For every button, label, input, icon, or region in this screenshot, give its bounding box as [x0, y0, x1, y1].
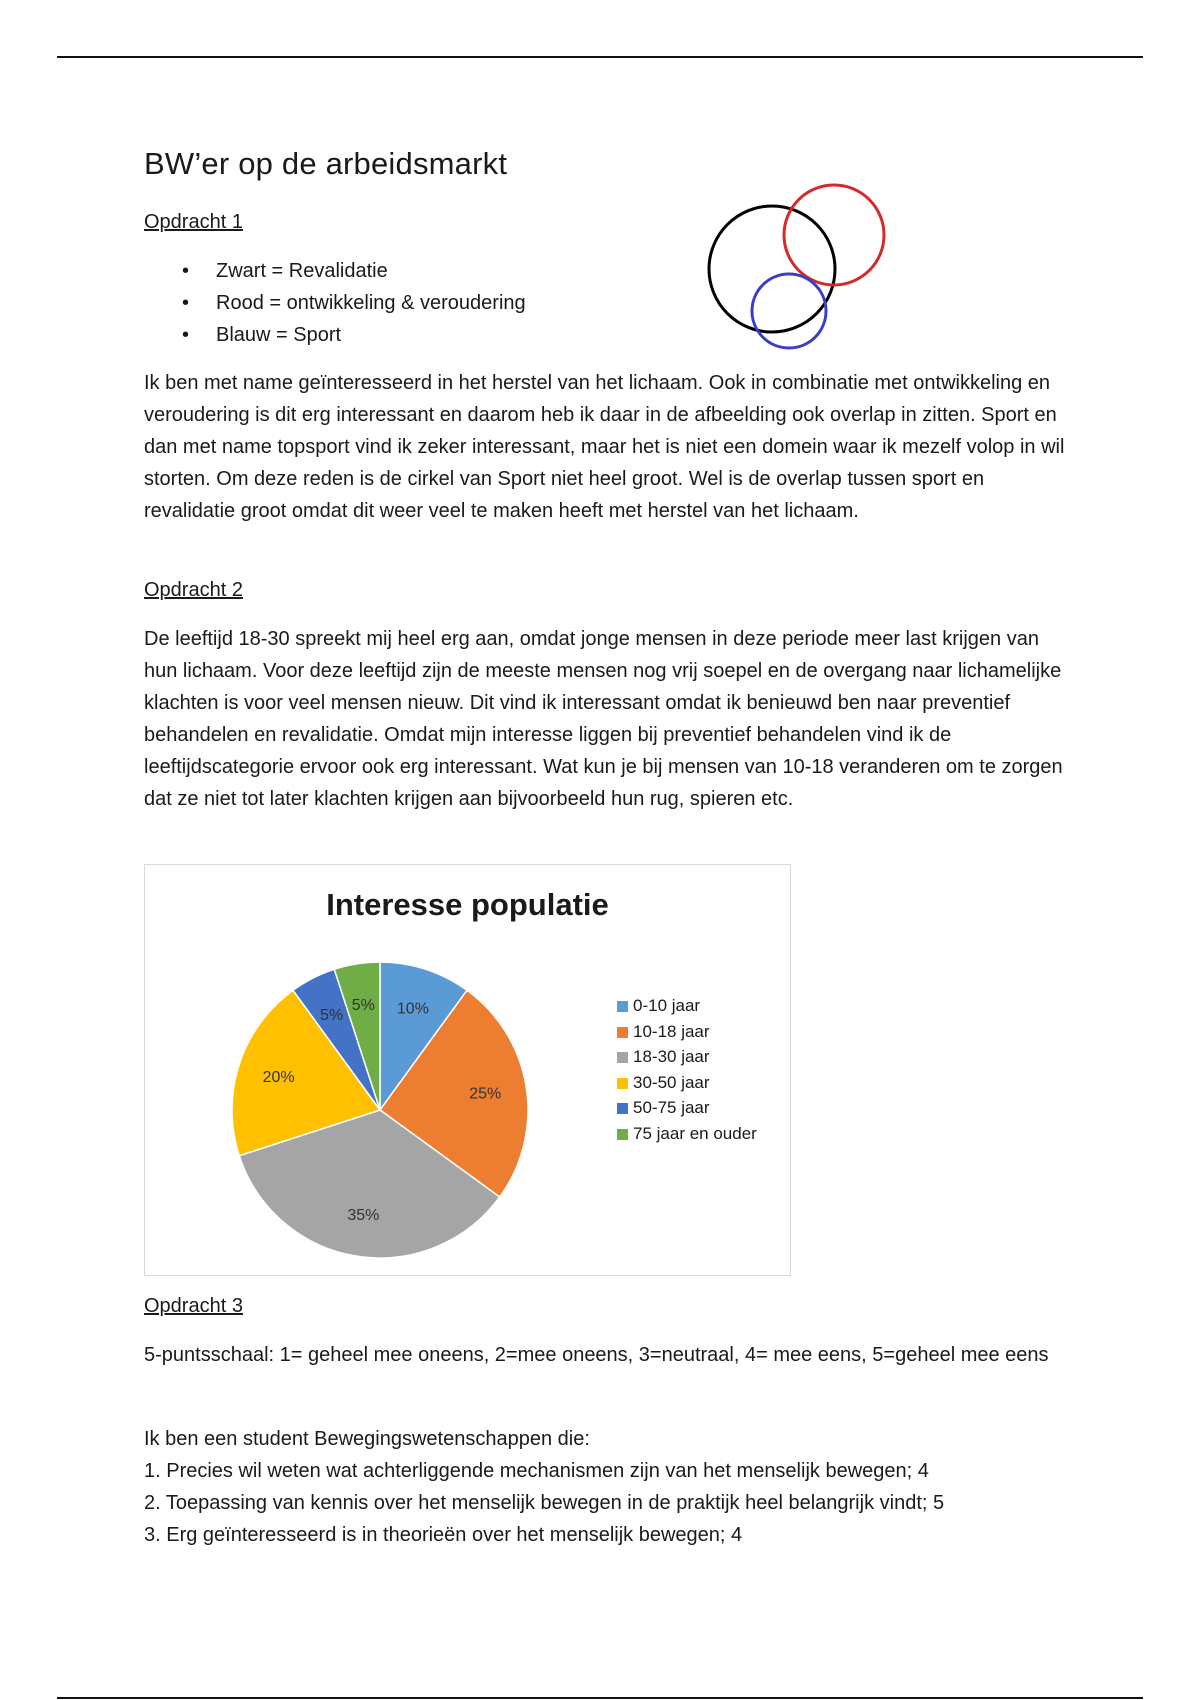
legend-swatch: [617, 1103, 628, 1114]
pie-data-label: 20%: [262, 1069, 295, 1087]
pie-data-label: 10%: [396, 1000, 429, 1018]
chart-legend: [617, 993, 757, 1147]
pie-chart-frame: [144, 864, 791, 1276]
scale-description: 5-puntsschaal: 1= geheel mee oneens, 2=mee oneens, 3=neutraal, 4= mee eens, 5=geheel mee eens: [144, 1344, 1049, 1366]
venn-legend-list: [144, 258, 526, 354]
pie-data-label: 5%: [320, 1007, 344, 1025]
venn-circle-revalidatie: [709, 206, 835, 332]
pie-data-label: 25%: [469, 1085, 502, 1103]
legend-item: [617, 993, 757, 1019]
legend-label: 50-75 jaar: [633, 1098, 710, 1118]
list-item: • Rood = ontwikkeling & veroudering: [144, 290, 526, 322]
venn-circle-sport: [752, 274, 826, 348]
list-item: • Blauw = Sport: [144, 322, 526, 354]
opdracht1-heading: Opdracht 1: [144, 211, 243, 233]
legend-item: [617, 1070, 757, 1096]
list-item: 2. Toepassing van kennis over het menselijk bewegen in de praktijk heel belangrijk vindt; 5: [144, 1492, 945, 1514]
statement-list: [144, 1423, 944, 1551]
legend-swatch: [617, 1129, 628, 1140]
opdracht2-heading: Opdracht 2: [144, 579, 243, 601]
legend-item: [617, 1044, 757, 1070]
legend-swatch: [617, 1078, 628, 1089]
legend-swatch: [617, 1027, 628, 1038]
legend-label: 75 jaar en ouder: [633, 1123, 757, 1143]
legend-label: 18-30 jaar: [633, 1047, 710, 1067]
list-item: 3. Erg geïnteresseerd is in theorieën over het menselijk bewegen; 4: [144, 1524, 743, 1546]
legend-label: 0-10 jaar: [633, 996, 701, 1015]
page-title: BW’er op de arbeidsmarkt: [144, 146, 508, 181]
legend-swatch: [617, 1001, 628, 1012]
chart-title: Interesse populatie: [326, 887, 609, 922]
legend-item: [617, 1019, 757, 1045]
legend-label: 30-50 jaar: [633, 1072, 710, 1092]
opdracht1-paragraph: Ik ben met name geïnteresseerd in het herstel van het lichaam. Ook in combinatie met ontwikkeling en veroudering is dit erg interessant en daarom heb ik daar in de afbeelding ook overlap in zitten. Sport en dan met name topsport vind ik zeker interessant, maar het is niet een domein waar ik mezelf volop in wil storten. Om deze reden is de cirkel van Sport niet heel groot. Wel is de overlap tussen sport en revalidatie groot omdat dit weer veel te maken heeft met herstel van het lichaam.: [144, 372, 1065, 522]
top-rule: [57, 56, 1143, 58]
list-item: • Zwart = Revalidatie: [144, 258, 526, 290]
pie-data-label: 5%: [351, 996, 375, 1014]
list-item: 1. Precies wil weten wat achterliggende mechanismen zijn van het menselijk bewegen; 4: [144, 1460, 929, 1482]
legend-item: [617, 1095, 757, 1121]
bottom-rule: [57, 1697, 1143, 1699]
pie-chart: [215, 945, 545, 1275]
legend-item: [617, 1121, 757, 1147]
legend-label: 10-18 jaar: [633, 1021, 710, 1041]
list-intro: Ik ben een student Bewegingswetenschappen die:: [144, 1428, 590, 1450]
legend-swatch: [617, 1052, 628, 1063]
opdracht2-paragraph: De leeftijd 18-30 spreekt mij heel erg aan, omdat jonge mensen in deze periode meer last krijgen van hun lichaam. Voor deze leeftijd zijn de meeste mensen nog vrij soepel en de overgang naar lichamelijke klachten is voor veel mensen nieuw. Dit vind ik interessant omdat ik benieuwd ben naar preventief behandelen en revalidatie. Omdat mijn interesse liggen bij preventief behandelen vind ik de leeftijdscategorie ervoor ook erg interessant. Wat kun je bij mensen van 10-18 veranderen om te zorgen dat ze niet tot later klachten krijgen aan bijvoorbeeld hun rug, spieren etc.: [144, 628, 1063, 810]
venn-diagram: [690, 180, 915, 355]
opdracht3-heading: Opdracht 3: [144, 1295, 243, 1317]
pie-data-label: 35%: [347, 1207, 380, 1225]
